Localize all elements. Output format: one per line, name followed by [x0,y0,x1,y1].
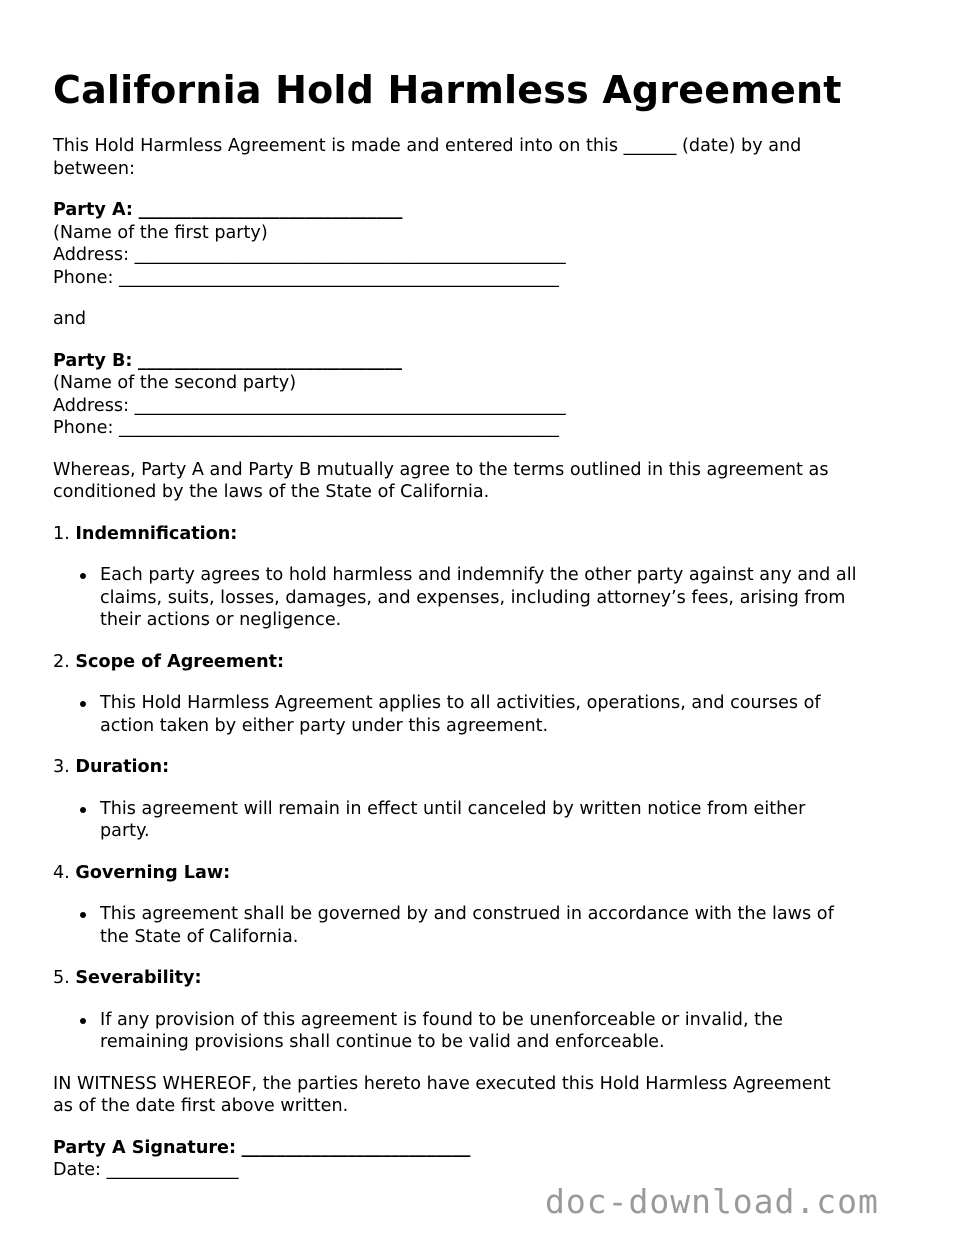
party-a-phone: Phone: __________________________________________________ [53,267,559,288]
section-heading [53,862,913,885]
section-title: Scope of Agreement: [75,651,285,672]
section-text-line: This agreement shall be governed by and construed in accordance with the laws of [100,904,834,924]
witness-line: as of the date first above written. [53,1096,349,1116]
signature-line [53,1137,913,1160]
party-a-block [53,199,913,289]
section-bullet-list [53,1009,913,1054]
section-text-line: party. [100,821,150,841]
section-number: 3. [53,757,70,777]
section-bullet-list [53,798,913,843]
party-a-name-line [53,199,913,222]
signature-label: Party A Signature: [53,1137,236,1158]
list-item [100,564,913,632]
witness-paragraph [53,1073,913,1118]
whereas-line: Whereas, Party A and Party B mutually agree to the terms outlined in this agreement as [53,459,829,480]
party-b-block [53,350,913,440]
list-item [100,903,913,948]
section-text-line: claims, suits, losses, damages, and expenses, including attorney’s fees, arising from [100,587,846,608]
intro-paragraph [53,135,913,180]
section-title: Indemnification: [75,523,238,544]
party-a-name-blank: ______________________________ [138,200,403,220]
section-heading [53,651,913,674]
section-bullet-list [53,692,913,737]
list-item [100,692,913,737]
section-text-line: the State of California. [100,926,299,947]
section-heading [53,523,913,546]
section-heading [53,967,913,990]
party-b-note: (Name of the second party) [53,373,297,393]
witness-line: IN WITNESS WHEREOF, the parties hereto have executed this Hold Harmless Agreement [53,1073,831,1094]
whereas-line: conditioned by the laws of the State of California. [53,482,490,502]
party-b-name-blank: ______________________________ [138,350,402,371]
section-text-line: remaining provisions shall continue to be valid and enforceable. [100,1032,665,1052]
section-number: 5. [53,968,70,988]
section-text-line: This agreement will remain in effect until canceled by written notice from either [100,798,806,819]
section-heading [53,756,913,779]
party-b-label: Party B: [53,350,133,371]
party-b-name-line [53,350,913,373]
list-item [100,798,913,843]
document-page [53,66,913,1201]
page-title: California Hold Harmless Agreement [53,68,842,112]
section-bullet-list [53,564,913,632]
signature-blank: __________________________ [241,1137,471,1158]
connector-text: and [53,309,87,329]
signature-date: Date: _______________ [53,1160,239,1180]
list-item [100,1009,913,1054]
signature-block [53,1137,913,1182]
section-bullet-list [53,903,913,948]
section-title: Severability: [75,968,202,988]
section-text-line: their actions or negligence. [100,610,342,630]
party-a-label: Party A: [53,200,133,220]
whereas-paragraph [53,459,913,504]
watermark: doc-download.com [545,1182,879,1221]
section-number: 2. [53,651,70,672]
section-text-line: If any provision of this agreement is found to be unenforceable or invalid, the [100,1009,784,1030]
section-number: 1. [53,523,70,544]
party-b-address: Address: _________________________________________________ [53,395,566,416]
party-a-address: Address: _________________________________________________ [53,245,566,265]
section-text-line: Each party agrees to hold harmless and indemnify the other party against any and all [100,565,857,585]
section-number: 4. [53,862,70,883]
party-a-note: (Name of the first party) [53,222,268,243]
section-title: Duration: [75,757,170,777]
intro-line: This Hold Harmless Agreement is made and entered into on this ______ (date) by and [53,136,802,156]
section-text-line: This Hold Harmless Agreement applies to all activities, operations, and courses of [100,693,821,713]
party-b-phone: Phone: __________________________________________________ [53,418,559,438]
section-text-line: action taken by either party under this agreement. [100,715,549,736]
section-title: Governing Law: [75,862,231,883]
intro-line: between: [53,158,136,179]
